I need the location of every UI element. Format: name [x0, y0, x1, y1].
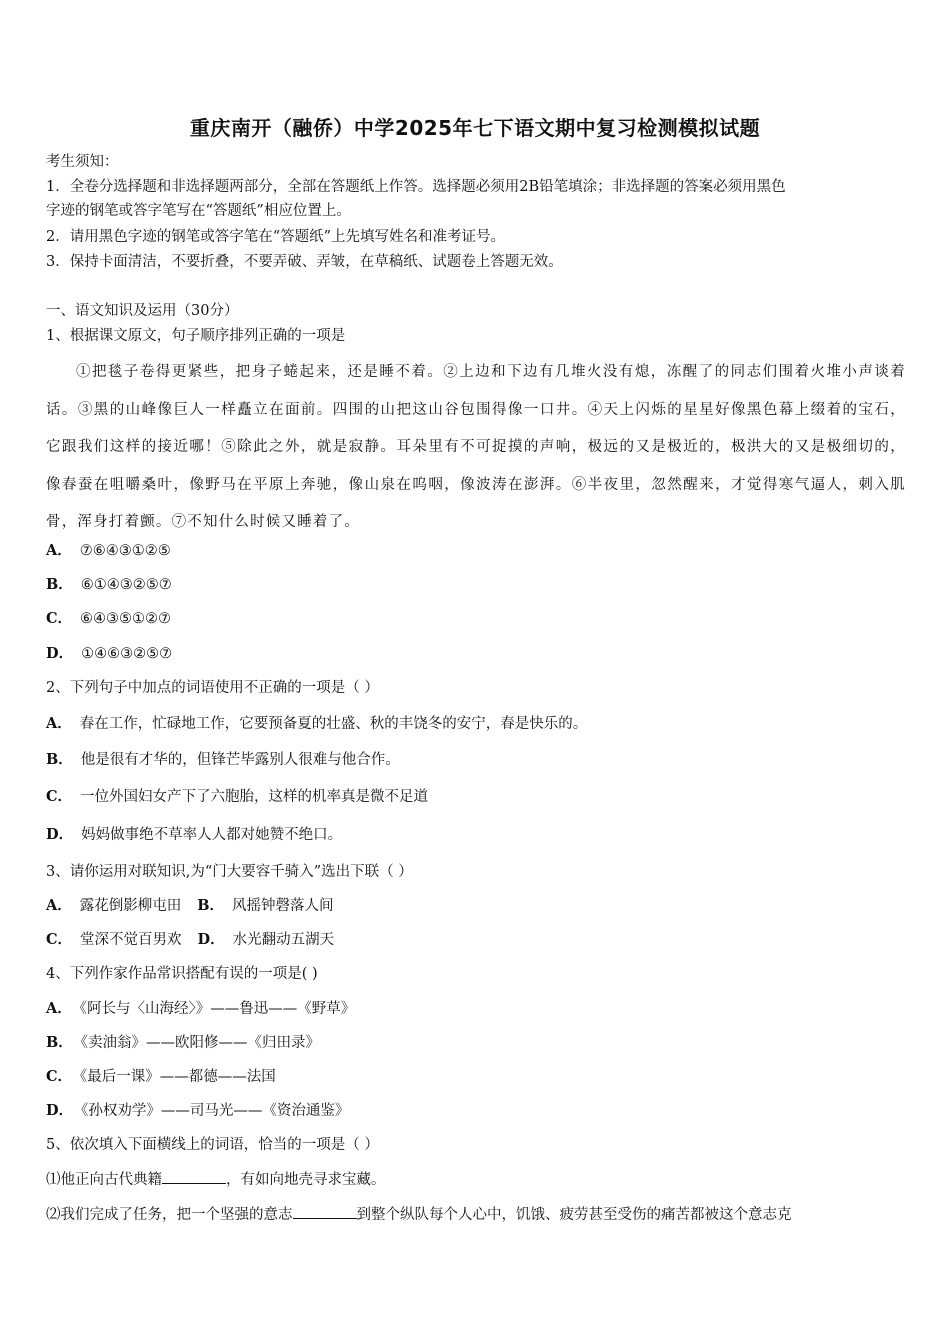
option-text: ⑦⑥④③①②⑤ — [79, 543, 171, 559]
notice-item: 3．保持卡面清洁，不要折叠，不要弄破、弄皱，在草稿纸、试题卷上答题无效。 — [46, 254, 563, 270]
item-text: ⑵我们完成了任务，把一个坚强的意志 — [46, 1207, 293, 1223]
option-label: C． — [46, 931, 73, 948]
option-text: 春在工作，忙碌地工作，它要预备夏的壮盛、秋的丰饶冬的安宁，春是快乐的。 — [79, 716, 588, 732]
option-label: A． — [46, 542, 72, 559]
q1-option-a — [46, 541, 908, 561]
option-label: B． — [46, 576, 73, 593]
q1-option-b — [46, 575, 908, 595]
notice-item: 字迹的钢笔或答字笔写在“答题纸”相应位置上。 — [46, 203, 351, 219]
option-text: ⑥④③⑤①②⑦ — [80, 611, 172, 627]
option-label: B． — [46, 1034, 73, 1051]
option-label: C． — [46, 788, 73, 805]
notice-item: 1．全卷分选择题和非选择题两部分，全部在答题纸上作答。选择题必须用2B铅笔填涂；非选择题的答案必须用黑色 — [46, 179, 786, 195]
option-text: 《最后一课》——都德——法国 — [80, 1069, 276, 1085]
q3-options-row-1 — [46, 896, 908, 916]
passage-text: ①把毯子卷得更紧些，把身子蜷起来，还是睡不着。②上边和下边有几堆火没有熄，冻醒了的同志们围着火堆小声谈着话。③黑的山峰像巨人一样矗立在面前。四围的山把这山谷包围得像一口井。④天上闪烁的星星好像黑色幕上缀着的宝石，它跟我们这样的接近哪！⑤除此之外，就是寂静。耳朵里有不可捉摸的声响，极远的又是极近的，极洪大的又是极细切的，像春蚕在咀嚼桑叶，像野马在平原上奔驰，像山泉在呜咽，像波涛在澎湃。⑥半夜里，忽然醒来，才觉得寒气逼人，刺入肌骨，浑身打着颤。⑦不知什么时候又睡着了。 — [46, 364, 906, 530]
item-text: 到整个纵队每个人心中，饥饿、疲劳甚至受伤的痛苦都被这个意志克 — [356, 1207, 792, 1223]
q5-item-1 — [46, 1169, 908, 1190]
notice-heading: 考生须知： — [46, 154, 119, 170]
q4-option-d — [46, 1101, 908, 1121]
option-label: D． — [46, 1102, 74, 1119]
option-label: C． — [46, 1068, 73, 1085]
option-text: 《卖油翁》——欧阳修——《归田录》 — [80, 1035, 321, 1051]
option-text: 风摇钟磬落人间 — [232, 898, 334, 914]
question-1-passage — [46, 354, 906, 542]
notice-item: 2．请用黑色字迹的钢笔或答字笔在“答题纸”上先填写姓名和准考证号。 — [46, 229, 506, 245]
option-label: D． — [46, 826, 74, 843]
option-text: 露花倒影柳屯田 — [79, 898, 182, 914]
question-4-stem: 4、下列作家作品常识搭配有误的一项是( ) — [46, 966, 318, 982]
page-title: 重庆南开（融侨）中学2025年七下语文期中复习检测模拟试题 — [189, 116, 761, 140]
item-text: ⑴他正向古代典籍 — [46, 1172, 162, 1188]
question-5-stem: 5、依次填入下面横线上的词语，恰当的一项是（ ） — [46, 1137, 379, 1153]
option-label: D． — [197, 931, 225, 948]
q2-option-d — [46, 825, 908, 845]
q1-option-c — [46, 609, 908, 629]
option-label: B． — [46, 751, 73, 768]
option-text: 堂深不觉百男欢 — [80, 932, 182, 948]
blank-line — [293, 1204, 357, 1219]
option-label: A． — [46, 897, 72, 914]
q4-option-b — [46, 1033, 908, 1053]
option-label: A． — [46, 715, 72, 732]
option-label: D． — [46, 645, 74, 662]
question-3-stem: 3、请你运用对联知识,为“门大要容千骑入”选出下联（ ） — [46, 864, 413, 880]
question-1-stem: 1、根据课文原文，句子顺序排列正确的一项是 — [46, 328, 346, 344]
option-text: ①④⑥③②⑤⑦ — [81, 646, 173, 662]
option-label: B． — [197, 897, 225, 914]
q2-option-b — [46, 750, 908, 770]
blank-line — [162, 1169, 226, 1184]
q3-options-row-2 — [46, 930, 908, 950]
option-text: ⑥①④③②⑤⑦ — [80, 577, 172, 593]
option-text: 他是很有才华的，但锋芒毕露别人很难与他合作。 — [80, 752, 400, 768]
q2-option-c — [46, 787, 908, 807]
q2-option-a — [46, 714, 908, 734]
q4-option-a — [46, 999, 908, 1019]
option-label: C． — [46, 610, 73, 627]
option-text: 水光翻动五湖天 — [232, 932, 335, 948]
q4-option-c — [46, 1067, 908, 1087]
section-heading: 一、语文知识及运用（30分） — [46, 303, 239, 319]
option-label: A． — [46, 1000, 72, 1017]
option-text: 一位外国妇女产下了六胞胎，这样的机率真是微不足道 — [80, 789, 429, 805]
item-text: ，有如向地壳寻求宝藏。 — [226, 1172, 386, 1188]
option-text: 《孙权劝学》——司马光——《资治通鉴》 — [81, 1103, 350, 1119]
q1-option-d — [46, 644, 908, 664]
question-2-stem: 2、下列句子中加点的词语使用不正确的一项是（ ） — [46, 680, 379, 696]
option-text: 《阿长与〈山海经〉》——鲁迅——《野草》 — [79, 1001, 356, 1017]
option-text: 妈妈做事绝不草率人人都对她赞不绝口。 — [81, 827, 343, 843]
q5-item-2 — [46, 1204, 908, 1225]
